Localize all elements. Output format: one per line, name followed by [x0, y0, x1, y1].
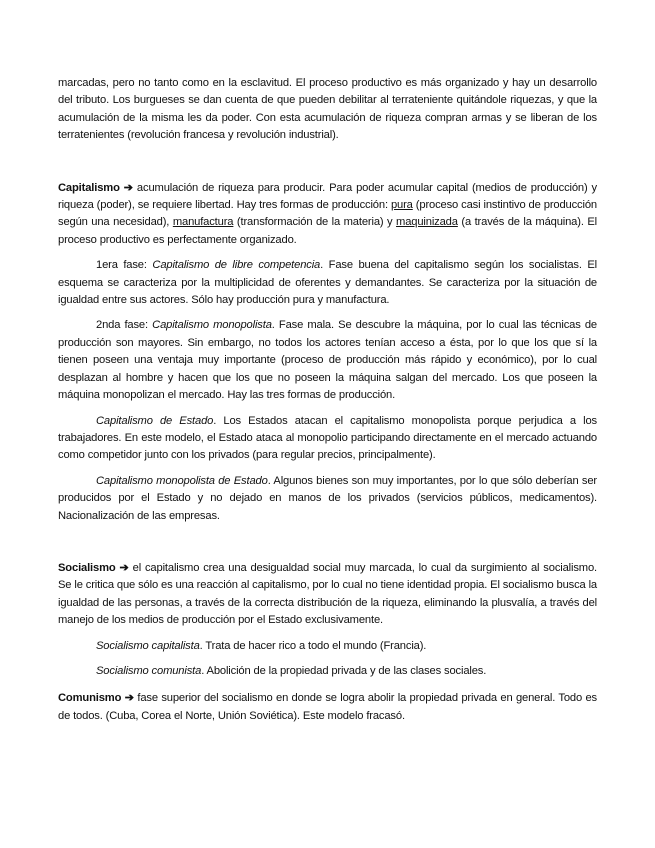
underline-maquinizada: maquinizada	[396, 216, 458, 229]
paragraph-socialismo	[58, 560, 597, 630]
socialismo-text: el capitalismo crea una desigualdad social muy marcada, lo cual da surgimiento al socialismo. Se le critica que sólo es una reacción al capitalismo, por lo cual no tiene identidad propia. El socialismo busca la igualdad de las personas, a través de la correcta distribución de la riqueza, eliminando la plusvalía, a través del manejo de los medios de producción por el Estado exclusivamente.	[58, 561, 597, 627]
soc-capitalista-text: . Trata de hacer rico a todo el mundo (Francia).	[199, 639, 427, 652]
fase2-prefix: 2nda fase:	[96, 319, 153, 332]
paragraph-socialismo-capitalista	[58, 638, 597, 655]
paragraph-fase1	[58, 257, 597, 309]
paragraph-fase2	[58, 317, 597, 404]
term-socialismo: Socialismo	[58, 561, 116, 574]
underline-manufactura: manufactura	[172, 216, 234, 229]
paragraph-monopolista-estado	[58, 473, 597, 525]
paragraph-socialismo-comunista	[58, 663, 597, 680]
underline-pura: pura	[390, 199, 413, 212]
fase1-prefix: 1era fase:	[96, 259, 153, 272]
paragraph-capitalismo	[58, 180, 597, 250]
arrow-icon: ➔	[119, 561, 129, 574]
monopolista-estado-title: Capitalismo monopolista de Estado	[96, 474, 268, 487]
paragraph-comunismo	[58, 690, 597, 725]
capitalismo-text-d: (a través de la máquina). El proceso productivo es perfectamente organizado.	[58, 216, 598, 246]
capitalismo-text-a: acumulación de riqueza para producir. Para poder acumular capital (medios de producción) y riqueza (poder), se requiere libertad. Hay tres formas de producción:	[58, 181, 597, 212]
comunismo-text: fase superior del socialismo en donde se logra abolir la propiedad privada en general. Todo es de todos. (Cuba, Corea el Norte, Unión Soviética). Este modelo fracasó.	[58, 692, 597, 722]
arrow-icon: ➔	[124, 692, 134, 705]
fase1-title: Capitalismo de libre competencia	[152, 259, 321, 272]
capitalismo-text-c: (transformación de la materia) y	[233, 216, 397, 229]
arrow-icon: ➔	[123, 181, 133, 194]
soc-comunista-text: . Abolición de la propiedad privada y de las clases sociales.	[201, 664, 487, 677]
fase1-text: . Fase buena del capitalismo según los socialistas. El esquema se caracteriza por la multiplicidad de oferentes y demandantes. Se caracteriza por la situación de igualdad entre sus actores. Sólo hay producción pura y manufactura.	[58, 259, 597, 307]
paragraph-capitalismo-estado	[58, 413, 597, 465]
estado-title: Capitalismo de Estado	[96, 414, 214, 427]
fase2-title: Capitalismo monopolista	[152, 319, 272, 332]
monopolista-estado-text: . Algunos bienes son muy importantes, por lo que sólo deberían ser producidos por el Estado y no dejado en manos de los privados (servicios públicos, medicamentos). Nacionalización de las empresas.	[58, 474, 597, 522]
estado-text: . Los Estados atacan el capitalismo monopolista porque perjudica a los trabajadores. En este modelo, el Estado ataca al monopolio participando directamente en el mercado actuando como competidor junto con los privados (para regular precios, principalmente).	[58, 414, 597, 462]
term-comunismo: Comunismo	[58, 692, 122, 705]
fase2-text: . Fase mala. Se descubre la máquina, por lo cual las técnicas de producción son mayores. Sin embargo, no todos los actores tenían acceso a ésta, por lo que los que sí la tienen poseen una ventaja muy importante (proceso de producción más rápido y económico), por lo cual desplazan al hombre y hacen que los que no poseen la máquina salgan del mercado. Los que poseen la máquina monopolizan el mercado. Hay las tres formas de producción.	[58, 319, 597, 402]
paragraph-intro: marcadas, pero no tanto como en la esclavitud. El proceso productivo es más organizado y hay un desarrollo del tributo. Los burgueses se dan cuenta de que pueden debilitar al terrateniente quitándole riquezas, y que la acumulación de la misma les da poder. Con esta acumulación de riqueza compran armas y se liberan de los terratenientes (revolución francesa y revolución industrial).	[58, 77, 597, 142]
soc-comunista-title: Socialismo comunista	[96, 664, 202, 677]
term-capitalismo: Capitalismo	[58, 181, 120, 194]
capitalismo-text-b: (proceso casi instintivo de producción según una necesidad),	[58, 199, 597, 229]
soc-capitalista-title: Socialismo capitalista	[96, 639, 200, 652]
